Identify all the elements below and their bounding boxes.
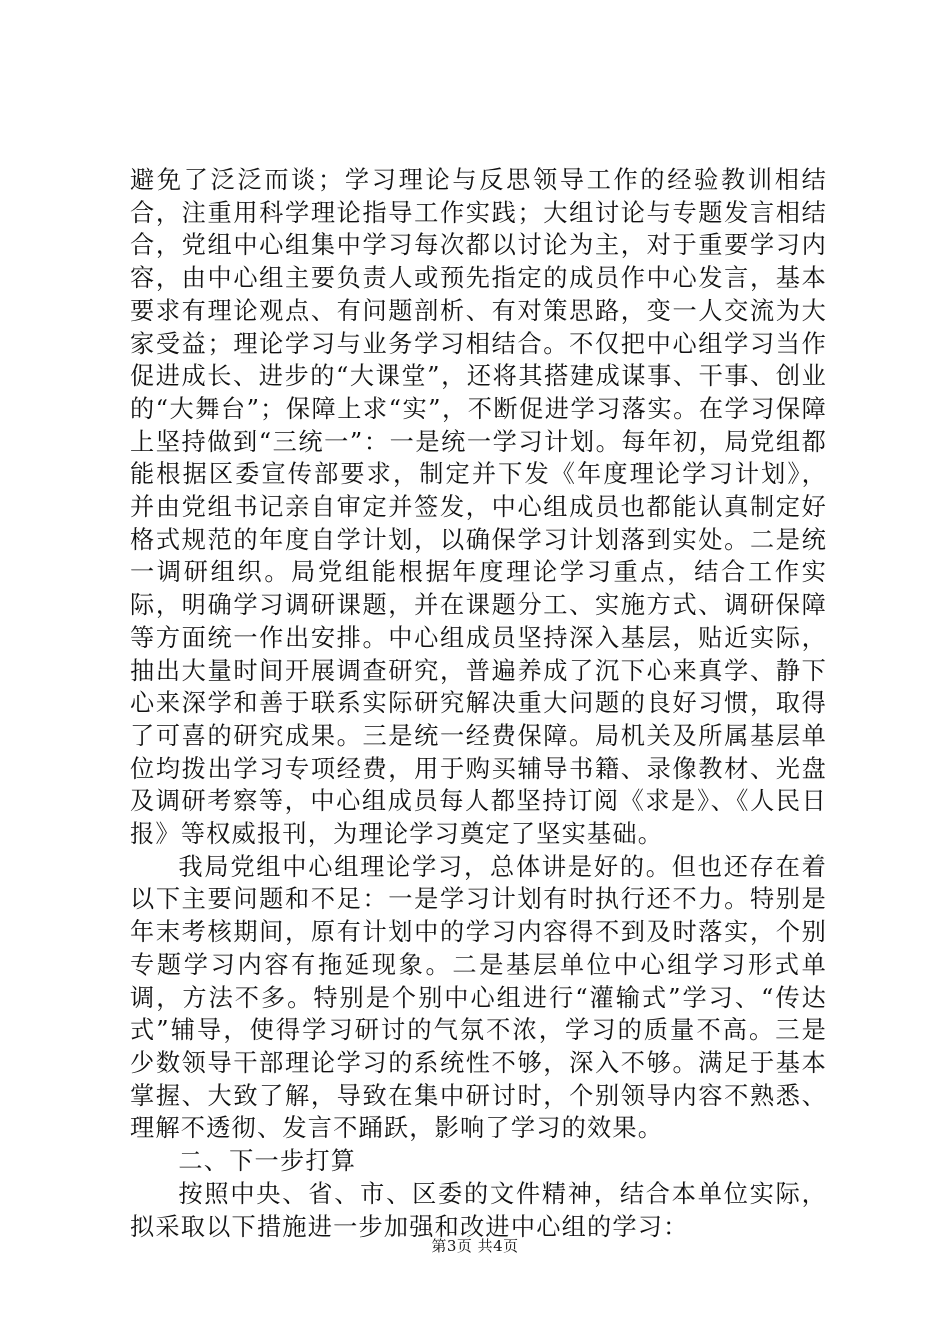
page-number: 第3页 共4页 [431, 1237, 519, 1255]
page-footer [0, 1236, 950, 1256]
paragraph-2: 我局党组中心组理论学习，总体讲是好的。但也还存在着以下主要问题和不足：一是学习计划有时执行还不力。特别是年末考核期间，原有计划中的学习内容得不到及时落实，个别专题学习内容有拖延现象。二是基层单位中心组学习形式单调，方法不多。特别是个别中心组进行“灌输式”学习、“传达式”辅导，使得学习研讨的气氛不浓，学习的质量不高。三是少数领导干部理论学习的系统性不够，深入不够。满足于基本掌握、大致了解，导致在集中研讨时，个别领导内容不熟悉、理解不透彻、发言不踊跃，影响了学习的效果。 [130, 852, 827, 1143]
paragraph-3: 按照中央、省、市、区委的文件精神，结合本单位实际，拟采取以下措施进一步加强和改进中心组的学习： [130, 1179, 827, 1241]
document-body [130, 164, 827, 1243]
section-heading: 二、下一步打算 [178, 1147, 357, 1176]
paragraph-1: 避免了泛泛而谈；学习理论与反思领导工作的经验教训相结合，注重用科学理论指导工作实践；大组讨论与专题发言相结合，党组中心组集中学习每次都以讨论为主，对于重要学习内容，由中心组主要负责人或预先指定的成员作中心发言，基本要求有理论观点、有问题剖析、有对策思路，变一人交流为大家受益；理论学习与业务学习相结合。不仅把中心组学习当作促进成长、进步的“大课堂”，还将其搭建成谋事、干事、创业的“大舞台”；保障上求“实”，不断促进学习落实。在学习保障上坚持做到“三统一”：一是统一学习计划。每年初，局党组都能根据区委宣传部要求，制定并下发《年度理论学习计划》，并由党组书记亲自审定并签发，中心组成员也都能认真制定好格式规范的年度自学计划，以确保学习计划落到实处。二是统一调研组织。局党组能根据年度理论学习重点，结合工作实际，明确学习调研课题，并在课题分工、实施方式、调研保障等方面统一作出安排。中心组成员坚持深入基层，贴近实际，抽出大量时间开展调查研究，普遍养成了沉下心来真学、静下心来深学和善于联系实际研究解决重大问题的良好习惯，取得了可喜的研究成果。三是统一经费保障。局机关及所属基层单位均拨出学习专项经费，用于购买辅导书籍、录像教材、光盘及调研考察等，中心组成员每人都坚持订阅《求是》、《人民日报》等权威报刊，为理论学习奠定了坚实基础。 [130, 166, 827, 849]
